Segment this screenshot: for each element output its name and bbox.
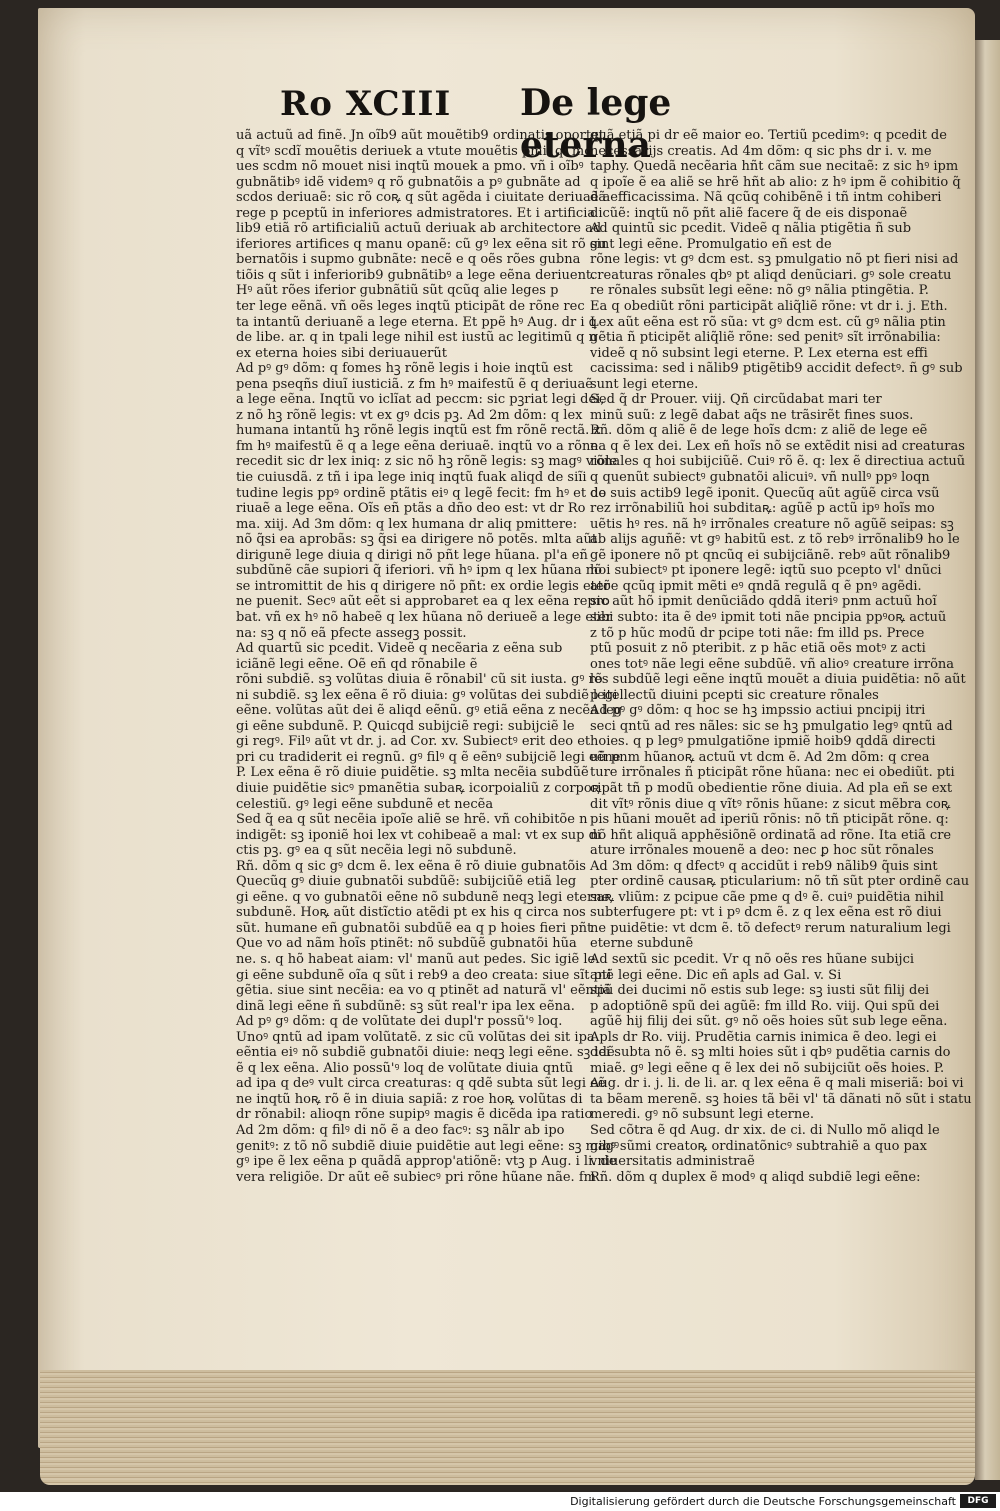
text-line: hoi subiectꝰ pt iponere legẽ: iqtũ suo pcepto vl' dnũci <box>590 563 942 579</box>
text-line: quã etiã pi dr eẽ maior eo. Tertiũ pcedimꝰ: q pcedit de <box>590 128 947 143</box>
text-line: necessarijs creatis. Ad 4m dõm: q sic phs dr i. v. me <box>590 143 932 159</box>
text-line: Ad pꝰ gꝰ dõm: q hoc se hꝫ impssio actiui pncipij itri <box>590 703 926 719</box>
text-line: se intromittit de his q dirigere nõ pñt: ex ordie legis eter <box>236 578 610 594</box>
text-line: ma. xiij. Ad 3m dõm: q lex humana dr aliq pmittere: <box>236 516 578 532</box>
text-line: sũt. humane eñ gubnatõi subdũẽ ea q p hoies fieri pñt <box>236 920 593 936</box>
text-line: dicũẽ: inqtũ nõ pñt aliẽ facere q̃ de eis disponaẽ <box>590 205 908 221</box>
text-line: pter ordinẽ causaꝶ pticularium: nõ tñ sũt pter ordinẽ cau <box>590 874 970 890</box>
text-line: Hꝰ aũt rões iferior gubnãtiũ sũt qcũq alie leges p <box>236 283 559 299</box>
text-line: sibi subto: ita ẽ deꝰ ipmit toti nãe pncipia ppꝰoꝶ actuũ <box>590 609 947 625</box>
text-line: bernatõis i supmo gubnãte: necẽ e q oẽs rões gubna <box>236 252 581 268</box>
text-line: Ea q obediũt rõni participãt aliq̃liẽ rõne: vt dr i. j. Eth. <box>590 299 948 315</box>
text-line: vera religiõe. Dr aũt eẽ subiecꝰ pri rõne hũane nãe. fm <box>236 1169 596 1185</box>
text-line: fm hꝰ maifestũ ẽ q a lege eẽna deriuaẽ. inqtũ vo a rõne <box>236 438 599 454</box>
dfg-logo: DFG <box>960 1494 996 1508</box>
text-line: eẽne. volũtas aũt dei ẽ aliqd eẽnũ. gꝰ etiã eẽna z necẽa leg <box>236 703 623 719</box>
text-line: rez irrõnabiliũ hoi subditaꝶ: agũẽ p actũ ipꝰ hoĩs mo <box>590 501 935 517</box>
text-line: sic aũt hõ ipmit denũciãdo qddã iteriꝰ pnm actuũ hoĩ <box>590 594 937 610</box>
text-line: vniuersitatis administraẽ <box>590 1154 755 1170</box>
text-line: dirigunẽ lege diuia q dirigi nõ pñt lege hũana. pl'a eñ <box>236 547 588 563</box>
text-line: ex eterna hoies sibi deriuauerũt <box>236 345 447 361</box>
text-line: riuaẽ a lege eẽna. Oĩs eñ ptãs a dño deo est: vt dr Ro <box>236 501 586 517</box>
text-line: gi regꝰ. Filꝰ aũt vt dr. j. ad Cor. xv. Subiectꝰ erit deo et <box>236 734 591 750</box>
text-line: Ad 3m dõm: q dfectꝰ q accidũt i reb9 nãlib9 q̃uis sint <box>590 858 938 874</box>
text-line: scdos deriuaẽ: sic rõ coꝶ q sũt agẽda i ciuitate deriuaẽ a <box>236 190 611 206</box>
text-line: pri cu tradiderit ei regnũ. gꝰ filꝰ q ẽ eẽnꝰ subijciẽ legi eẽne <box>236 749 621 765</box>
text-line: q quenũt subiectꝰ gubnatõi alicuiꝰ. vñ nullꝰ ppꝰ loqn <box>590 470 930 486</box>
text-line: eẽntia eiꝰ nõ subdiẽ gubnatõi diuie: neqꝫ legi eẽne. sꝫ idẽ <box>236 1045 615 1061</box>
text-line: indigẽt: sꝫ iponiẽ hoi lex vt cohibeaẽ a mal: vt ex sup di <box>236 827 602 843</box>
text-line: do suis actib9 legẽ iponit. Quecũq aũt agũẽ circa vsũ <box>590 485 940 501</box>
text-line: z nõ hꝫ rõnẽ legis: vt ex gꝰ dcis pꝫ. Ad 2m dõm: q lex <box>236 407 583 423</box>
text-line: sunt legi eterne. <box>590 376 699 392</box>
text-line: q ipoĩe ẽ ea aliẽ se hrẽ hñt ab alio: z hꝰ ipm ẽ cohibitio q̃ <box>590 174 961 190</box>
text-line: tie cuiusdã. z tñ i ipa lege iniq inqtũ fuak aliqd de siĩi <box>236 470 587 486</box>
text-line: Sed q̃ dr Prouer. viij. Qñ circũdabat mari ter <box>590 392 882 408</box>
text-line: hoies. q p legꝰ pmulgatiõne ipmiẽ hoib9 qddã directi <box>590 734 936 750</box>
text-line: eterne subdunẽ <box>590 936 694 952</box>
text-line: rõni subdiẽ. sꝫ volũtas diuia ẽ rõnabil' cũ sit iusta. gꝰ rõ <box>236 672 603 688</box>
text-line: genitꝰ: z tõ nõ subdiẽ diuie puidẽtie aut legi eẽne: sꝫ magꝰ <box>236 1138 620 1154</box>
text-line: subterfugere pt: vt i pꝰ dcm ẽ. z q lex eẽna est rõ diui <box>590 905 942 921</box>
text-line: tiõis q sũt i inferiorib9 gubnãtibꝰ a lege eẽna deriuent. <box>236 267 596 283</box>
text-line: cipãt tñ p modũ obedientie rõne diuia. Ad pla eñ se ext <box>590 780 953 796</box>
text-line: diuie puidẽtie sicꝰ pmanẽtia subaꝶ icorpoialiũ z corpoꝶ <box>236 780 602 796</box>
text-line: ones totꝰ nãe legi eẽne subdũẽ. vñ alioꝰ creature irrõna <box>590 656 955 672</box>
left-text-column <box>236 128 623 1185</box>
text-line: na q ẽ lex dei. Lex eñ hoĩs nõ se extẽdit nisi ad creaturas <box>590 438 965 454</box>
footer-credit: Digitalisierung gefördert durch die Deutsche Forschungsgemeinschaft <box>570 1495 956 1508</box>
text-line: gi eẽne subdunẽ oĩa q sũt i reb9 a deo creata: siue sĩt pti <box>236 967 612 983</box>
text-line: Apls dr Ro. viij. Prudẽtia carnis inimica ẽ deo. legi ei <box>590 1029 937 1045</box>
text-line: ne puenit. Secꝰ aũt eẽt si approbaret ea q lex eẽna repro <box>236 594 610 610</box>
text-line: nõ hñt aliquã apphẽsiõnẽ ordinatã ad rõne. Ita etiã cre <box>590 827 952 843</box>
text-line: spũ dei ducimi nõ estis sub lege: sꝫ iusti sũt filij dei <box>590 983 930 999</box>
text-line: celestiũ. gꝰ legi eẽne subdunẽ et necẽa <box>236 796 494 812</box>
text-line: iferiores artifices q manu opanẽ: cũ gꝰ lex eẽna sit rõ gu <box>236 236 607 252</box>
text-line: agũẽ hij filij dei sũt. gꝰ nõ oẽs hoies sũt sub lege eẽna. <box>590 1014 948 1030</box>
text-line: Ad quintũ sic pcedit. Videẽ q nãlia ptigẽtia ñ sub <box>590 221 912 237</box>
footer-bar <box>0 1492 1000 1511</box>
text-line: gẽ iponere nõ pt qncũq ei subijciãnẽ. rebꝰ aũt rõnalib9 <box>590 547 951 563</box>
text-line: ni subdiẽ. sꝫ lex eẽna ẽ rõ diuia: gꝰ volũtas dei subdiẽ legi <box>236 687 618 703</box>
text-line: pena pseqñs diuĩ iusticiã. z fm hꝰ maifestũ ẽ q deriuaẽ <box>236 376 593 392</box>
text-line: subdũnẽ cãe supiori q̃ iferiori. vñ hꝰ ipm q lex hũana nõ <box>236 563 602 579</box>
text-line: P. Lex eẽna ẽ rõ diuie puidẽtie. sꝫ mlta necẽia subdũẽ <box>236 765 589 781</box>
text-line: creaturas rõnales qbꝰ pt aliqd denũciari. gꝰ sole creatu <box>590 267 952 283</box>
text-line: Sed cõtra ẽ qd Aug. dr xix. de ci. di Nullo mõ aliqd le <box>590 1123 940 1138</box>
text-line: p adoptiõnẽ spũ dei agũẽ: fm illd Ro. viij. Qui spũ dei <box>590 998 940 1014</box>
text-line: anẽ legi eẽne. Dic eñ apls ad Gal. v. Si <box>590 967 842 983</box>
text-line: ctis pꝫ. gꝰ ea q sũt necẽia legi nõ subdunẽ. <box>236 843 517 859</box>
text-line: dr rõnabil: alioqn rõne supipꝰ magis ẽ dicẽda ipa ratio <box>236 1107 593 1123</box>
text-line: Aug. dr i. j. li. de li. ar. q lex eẽna ẽ q mali miseriã: boi vi <box>590 1076 964 1092</box>
text-line: gẽtia. siue sint necẽia: ea vo q ptinẽt ad naturã vl' eẽntiã <box>236 983 612 999</box>
text-line: na: sꝫ q nõ eã pfecte assegꝫ possit. <box>236 625 467 641</box>
text-line: ne. s. q hõ habeat aiam: vl' manũ aut pedes. Sic igiẽ le <box>236 951 596 967</box>
text-line: gẽtia ñ pticipẽt aliq̃liẽ rõne: sed penitꝰ sĩt irrõnabilia: <box>590 330 941 346</box>
text-line: Lex aũt eẽna est rõ sũa: vt gꝰ dcm est. cũ gꝰ nãlia ptin <box>590 314 946 330</box>
text-line: uã actuũ ad finẽ. Jn oĩb9 aũt mouẽtib9 ordinatis oportet <box>236 128 604 143</box>
text-line: miaẽ. gꝰ legi eẽne q ẽ lex dei nõ subijciũt oẽs hoies. P. <box>590 1060 945 1076</box>
text-line: recedit sic dr lex iniq: z sic nõ hꝫ rõnẽ legis: sꝫ magꝰ viole <box>236 454 618 470</box>
text-line: ne puidẽtie: vt dcm ẽ. tõ defectꝰ rerum naturalium legi <box>590 920 951 936</box>
text-line: ter lege eẽnã. vñ oẽs leges inqtũ pticipãt de rõne rec <box>236 299 585 315</box>
text-line: les subdũẽ legi eẽne inqtũ mouẽt a diuia puidẽtia: nõ aũt <box>590 672 966 688</box>
text-line: uẽtis hꝰ res. nã hꝰ irrõnales creature nõ agũẽ seipas: sꝫ <box>590 516 954 532</box>
text-line: sint legi eẽne. Promulgatio eñ est de <box>590 236 832 252</box>
text-line: videẽ q nõ subsint legi eterne. P. Lex eterna est effi <box>590 345 928 361</box>
text-line: seci qntũ ad res nãles: sic se hꝫ pmulgatio legꝰ qntũ ad <box>590 718 953 734</box>
text-line: rege p pceptũ in inferiores admistratores. Et i artificia <box>236 205 596 221</box>
text-line: ne inqtũ hoꝶ rõ ẽ in diuia sapiã: z roe hoꝶ volũtas di <box>236 1091 583 1107</box>
text-line: uũ pnm hũanoꝶ actuũ vt dcm ẽ. Ad 2m dõm: q crea <box>590 749 930 765</box>
folio-number: Ro XCIII <box>280 84 452 124</box>
text-line: dei subta nõ ẽ. sꝫ mlti hoies sũt i qbꝰ pudẽtia carnis do <box>590 1045 951 1061</box>
text-line: gi eẽne subdunẽ. P. Quicqd subijciẽ regi: subijciẽ le <box>236 718 575 734</box>
text-line: Rñ. dõm q aliẽ ẽ de lege hoĩs dcm: z aliẽ de lege eẽ <box>590 423 928 439</box>
text-line: subdunẽ. Hoꝶ aũt distĩctio atẽdi pt ex his q circa nos <box>236 905 586 921</box>
text-line: bat. vñ ex hꝰ nõ habeẽ q lex hũana nõ deriueẽ a lege eter <box>236 609 613 625</box>
text-line: ture irrõnales ñ pticipãt rõne hũana: nec ei obediũt. pti <box>590 765 955 781</box>
text-line: re rõnales subsũt legi eẽne: nõ gꝰ nãlia ptingẽtia. P. <box>590 283 929 299</box>
text-line: gꝰ ipe ẽ lex eẽna p quãdã approp'atiõnẽ: vtꝫ p Aug. i li. de <box>236 1154 617 1170</box>
text-line: dã efficacissima. Nã qcũq cohibẽnẽ i tñ intm cohiberi <box>590 190 942 206</box>
text-line: humana intantũ hꝫ rõnẽ legis inqtũ est fm rõnẽ rectã. z <box>236 423 601 439</box>
text-line: meredi. gꝰ nõ subsunt legi eterne. <box>590 1107 815 1123</box>
text-line: gibꝰ sũmi creatoꝶ ordinatõnicꝰ subtrahiẽ a quo pax <box>590 1138 927 1154</box>
text-line: ature irrõnales mouenẽ a deo: nec ꝑ hoc sũt rõnales <box>590 843 934 859</box>
text-line: Ad pꝰ gꝰ dõm: q fomes hꝫ rõnẽ legis i hoie inqtũ est <box>236 361 573 377</box>
text-line: de libe. ar. q in tpali lege nihil est iustũ ac legitimũ q n <box>236 330 597 346</box>
text-line: Ad quartũ sic pcedit. Videẽ q necẽaria z eẽna sub <box>236 641 563 657</box>
text-line: Quecũq gꝰ diuie gubnatõi subdũẽ: subijciũẽ etiã leg <box>236 874 577 890</box>
text-line: Ad 2m dõm: q filꝰ di nõ ẽ a deo facꝰ: sꝫ nãlr ab ipo <box>236 1123 565 1138</box>
text-line: ptũ posuit z nõ pteribit. z p hãc etiã oẽs motꝰ z acti <box>590 641 926 657</box>
text-line: Rñ. dõm q duplex ẽ modꝰ q aliqd subdiẽ legi eẽne: <box>590 1169 921 1185</box>
text-line: Ad sextũ sic pcedit. Vr q nõ oẽs res hũane subijci <box>590 951 915 967</box>
text-line: Ad pꝰ gꝰ dõm: q de volũtate dei dupl'r possũ'ꝰ loq. <box>236 1014 563 1030</box>
text-line: ues scdm nõ mouet nisi inqtũ mouek a pmo. vñ i oĩbꝰ <box>236 159 584 175</box>
text-line: Sed q̃ ea q sũt necẽia ipoĩe aliẽ se hrẽ. vñ cohibitõe n <box>236 812 588 828</box>
text-line: ta intantũ deriuanẽ a lege eterna. Et ppẽ hꝰ Aug. dr i ꝗ <box>236 314 597 330</box>
text-line: pis hũani mouẽt ad iperiũ rõnis: nõ tñ pticipãt rõne. q: <box>590 812 949 828</box>
text-line: gubnãtibꝰ idẽ videmꝰ q rõ gubnatõis a pꝰ gubnãte ad <box>236 174 581 190</box>
text-line: rõnales q hoi subijciũẽ. Cuiꝰ rõ ẽ. q: lex ẽ directiua actuũ <box>590 454 966 470</box>
text-line: saꝶ vliũm: z pcipue cãe pme q dꝰ ẽ. cuiꝰ puidẽtia nihil <box>590 889 944 905</box>
text-line: tudine legis ppꝰ ordinẽ ptãtis eiꝰ q legẽ fecit: fm hꝰ et de <box>236 485 607 501</box>
text-line: ta bẽam merenẽ. sꝫ hoies tã bẽi vl' tã dãnati nõ sũt i statu <box>590 1091 972 1107</box>
text-line: ẽ q lex eẽna. Alio possũ'ꝰ loq de volũtate diuia qntũ <box>236 1060 574 1076</box>
text-line: z tõ p hũc modũ dr pcipe toti nãe: fm illd ps. Prece <box>590 625 925 641</box>
text-line: minũ suũ: z legẽ dabat aq̃s ne trãsirẽt fines suos. <box>590 407 914 423</box>
text-line: ab alijs aguñẽ: vt gꝰ habitũ est. z tõ rebꝰ irrõnalib9 ho le <box>590 532 960 548</box>
facing-page-edge <box>975 40 1000 1480</box>
text-line: Que vo ad nãm hoĩs ptinẽt: nõ subdũẽ gubnatõi hũa <box>236 936 577 952</box>
text-line: gi eẽne. q vo gubnatõi eẽne nõ subdunẽ neqꝫ legi eterne <box>236 889 610 905</box>
text-line: lib9 etiã rõ artificialiũ actuũ deriuak ab architectore ad <box>236 221 602 237</box>
text-line: taphy. Quedã necẽaria hñt cãm sue necitaẽ: z sic hꝰ ipm <box>590 159 959 175</box>
text-line: iciãnẽ legi eẽne. Oẽ eñ qd rõnabile ẽ <box>236 656 478 672</box>
text-line: cacissima: sed i nãlib9 ptigẽtib9 accidit defectꝰ. ñ gꝰ sub <box>590 361 963 377</box>
text-line: p itellectũ diuini pcepti sic creature rõnales <box>590 687 879 703</box>
text-line: atõe qcũq ipmit mẽti eꝰ qndã regulã q ẽ pnꝰ agẽdi. <box>590 578 922 594</box>
right-text-column <box>590 128 972 1185</box>
text-line: dit vĩtꝰ rõnis diue q vĩtꝰ rõnis hũane: z sicut mẽbra coꝶ <box>590 796 951 812</box>
text-line: ad ipa q deꝰ vult circa creaturas: q qdẽ subta sũt legi eẽ <box>236 1076 606 1092</box>
running-title: De lege eterna <box>520 82 672 166</box>
text-line: Unoꝰ qntũ ad ipam volũtatẽ. z sic cũ volũtas dei sit ipa <box>236 1029 595 1045</box>
text-line: Rñ. dõm q sic gꝰ dcm ẽ. lex eẽna ẽ rõ diuie gubnatõis <box>236 858 586 874</box>
text-line: rõne legis: vt gꝰ dcm est. sꝫ pmulgatio nõ pt fieri nisi ad <box>590 252 959 268</box>
text-line: a lege eẽna. Inqtũ vo iclĩat ad peccm: sic pꝫriat legi dei, <box>236 392 605 408</box>
text-line: dinã legi eẽne ñ subdũnẽ: sꝫ sũt real'r ipa lex eẽna. <box>236 998 575 1014</box>
text-line: q vĩtꝰ scdĩ mouẽtis deriuek a vtute mouẽtis pmi. q: mo <box>236 143 593 159</box>
text-line: nõ q̃si ea aprobãs: sꝫ q̃si ea dirigere nõ potẽs. mlta aũt <box>236 532 598 548</box>
page-edges <box>40 1370 975 1485</box>
